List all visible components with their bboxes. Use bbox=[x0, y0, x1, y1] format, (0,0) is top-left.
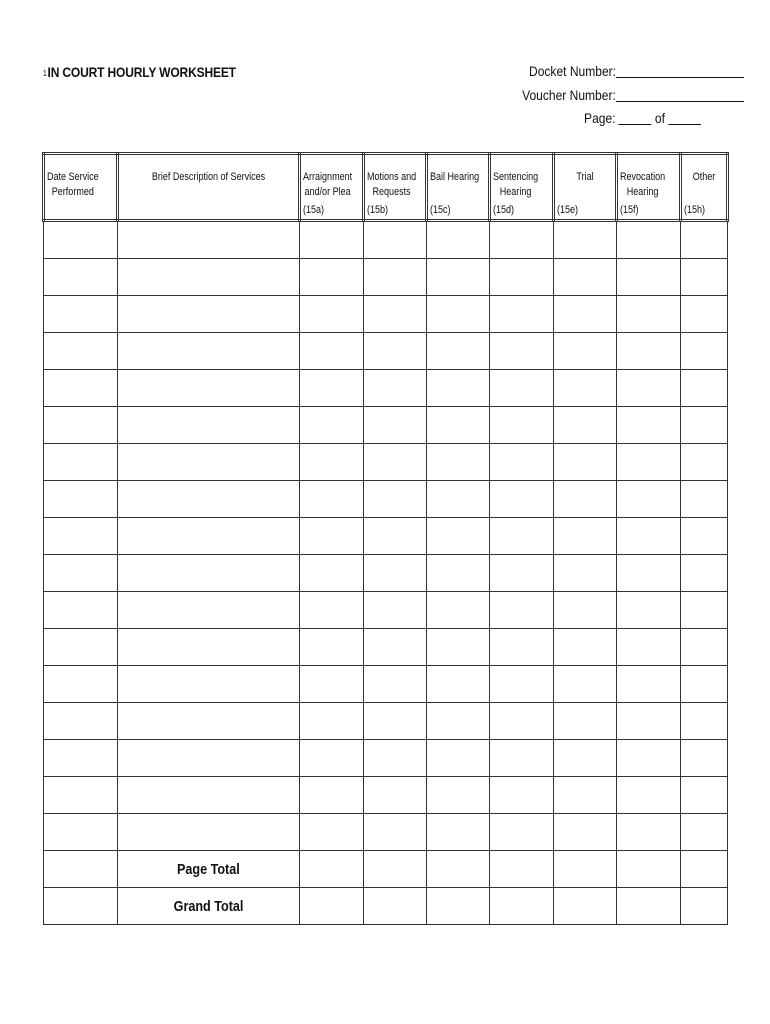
entry-cell[interactable] bbox=[427, 444, 490, 481]
column-header-code: (15d) bbox=[493, 204, 515, 216]
total-label-text: Grand Total bbox=[173, 897, 244, 915]
total-cell[interactable] bbox=[617, 851, 681, 888]
column-header-label bbox=[47, 170, 99, 200]
table-row bbox=[44, 777, 728, 814]
entry-cell[interactable] bbox=[617, 518, 681, 555]
entry-cell[interactable] bbox=[554, 296, 617, 333]
entry-cell[interactable] bbox=[490, 481, 554, 518]
entry-cell[interactable] bbox=[617, 407, 681, 444]
total-cell[interactable] bbox=[554, 888, 617, 925]
entry-cell[interactable] bbox=[617, 221, 681, 259]
entry-cell[interactable] bbox=[364, 518, 427, 555]
table-row bbox=[44, 555, 728, 592]
entry-cell[interactable] bbox=[490, 592, 554, 629]
column-header-3 bbox=[300, 154, 364, 221]
entry-cell[interactable] bbox=[490, 221, 554, 259]
entry-cell[interactable] bbox=[427, 221, 490, 259]
entry-cell[interactable] bbox=[300, 518, 364, 555]
docket-number-label: Docket Number: bbox=[528, 63, 616, 79]
entry-cell[interactable] bbox=[681, 740, 728, 777]
column-header-label-line: Performed bbox=[51, 186, 94, 198]
column-header-label-line: Motions and bbox=[367, 171, 417, 183]
column-header-label bbox=[135, 170, 282, 185]
entry-cell[interactable] bbox=[118, 518, 300, 555]
entry-cell[interactable] bbox=[118, 777, 300, 814]
entry-cell[interactable] bbox=[681, 814, 728, 851]
entry-cell[interactable] bbox=[554, 592, 617, 629]
entry-cell[interactable] bbox=[681, 555, 728, 592]
column-header-code: (15a) bbox=[303, 204, 325, 216]
entry-cell[interactable] bbox=[427, 481, 490, 518]
entry-cell[interactable] bbox=[490, 444, 554, 481]
total-cell[interactable] bbox=[490, 851, 554, 888]
entry-cell[interactable] bbox=[427, 666, 490, 703]
entry-cell[interactable] bbox=[617, 666, 681, 703]
entry-cell[interactable] bbox=[44, 259, 118, 296]
entry-cell[interactable] bbox=[681, 666, 728, 703]
entry-cell[interactable] bbox=[617, 777, 681, 814]
column-header-label-line: Revocation bbox=[620, 171, 666, 183]
entry-cell[interactable] bbox=[300, 629, 364, 666]
table-row bbox=[44, 592, 728, 629]
entry-cell[interactable] bbox=[364, 407, 427, 444]
column-header-8 bbox=[617, 154, 681, 221]
entry-cell[interactable] bbox=[427, 518, 490, 555]
column-header-label-line: Requests bbox=[372, 186, 411, 198]
table-row bbox=[44, 333, 728, 370]
entry-cell[interactable] bbox=[364, 221, 427, 259]
entry-cell[interactable] bbox=[364, 703, 427, 740]
entry-cell[interactable] bbox=[617, 814, 681, 851]
entry-cell[interactable] bbox=[681, 221, 728, 259]
entry-cell[interactable] bbox=[44, 221, 118, 259]
entry-cell[interactable] bbox=[554, 555, 617, 592]
entry-cell[interactable] bbox=[44, 666, 118, 703]
column-header-1 bbox=[44, 154, 118, 221]
entry-cell[interactable] bbox=[427, 703, 490, 740]
entry-cell[interactable] bbox=[118, 703, 300, 740]
page-of-label: of bbox=[654, 110, 665, 126]
entry-cell[interactable] bbox=[118, 592, 300, 629]
entry-cell[interactable] bbox=[617, 333, 681, 370]
entry-cell[interactable] bbox=[617, 481, 681, 518]
entry-cell[interactable] bbox=[617, 592, 681, 629]
entry-cell[interactable] bbox=[681, 444, 728, 481]
table-row bbox=[44, 296, 728, 333]
column-header-code: (15h) bbox=[684, 204, 706, 216]
total-cell[interactable] bbox=[427, 851, 490, 888]
entry-cell[interactable] bbox=[490, 814, 554, 851]
column-header-label bbox=[686, 170, 722, 185]
total-cell[interactable] bbox=[681, 851, 728, 888]
page-total-row bbox=[44, 851, 728, 888]
entry-cell[interactable] bbox=[44, 777, 118, 814]
column-header-5 bbox=[427, 154, 490, 221]
entry-cell[interactable] bbox=[300, 370, 364, 407]
entry-cell[interactable] bbox=[44, 703, 118, 740]
column-header-label-line: Bail Hearing bbox=[430, 171, 480, 183]
entry-cell[interactable] bbox=[427, 592, 490, 629]
column-header-label-line: Trial bbox=[576, 171, 594, 183]
entry-cell[interactable] bbox=[681, 481, 728, 518]
entry-cell[interactable] bbox=[554, 333, 617, 370]
entry-cell[interactable] bbox=[364, 444, 427, 481]
total-cell[interactable] bbox=[554, 851, 617, 888]
page-label: Page: bbox=[584, 110, 616, 126]
entry-cell[interactable] bbox=[300, 221, 364, 259]
total-label-text: Page Total bbox=[177, 860, 240, 878]
entry-cell[interactable] bbox=[300, 740, 364, 777]
entry-cell[interactable] bbox=[364, 259, 427, 296]
entry-cell[interactable] bbox=[44, 407, 118, 444]
table-row bbox=[44, 221, 728, 259]
entry-cell[interactable] bbox=[427, 740, 490, 777]
voucher-number-label: Voucher Number: bbox=[522, 87, 616, 103]
entry-cell[interactable] bbox=[44, 444, 118, 481]
entry-cell[interactable] bbox=[364, 555, 427, 592]
total-cell[interactable] bbox=[617, 888, 681, 925]
total-cell[interactable] bbox=[364, 888, 427, 925]
entry-cell[interactable] bbox=[364, 370, 427, 407]
entry-cell[interactable] bbox=[118, 740, 300, 777]
entry-cell[interactable] bbox=[118, 444, 300, 481]
column-header-label bbox=[493, 170, 538, 200]
entry-cell[interactable] bbox=[554, 777, 617, 814]
entry-cell[interactable] bbox=[427, 333, 490, 370]
column-header-6 bbox=[490, 154, 554, 221]
entry-cell[interactable] bbox=[554, 740, 617, 777]
entry-cell[interactable] bbox=[490, 777, 554, 814]
entry-cell[interactable] bbox=[118, 407, 300, 444]
entry-cell[interactable] bbox=[490, 703, 554, 740]
column-header-label-line: Brief Description of Services bbox=[151, 171, 266, 183]
entry-cell[interactable] bbox=[427, 407, 490, 444]
entry-cell[interactable] bbox=[118, 629, 300, 666]
entry-cell[interactable] bbox=[681, 777, 728, 814]
entry-cell[interactable] bbox=[44, 555, 118, 592]
entry-cell[interactable] bbox=[554, 444, 617, 481]
column-header-row bbox=[44, 154, 728, 221]
column-header-9 bbox=[681, 154, 728, 221]
entry-cell[interactable] bbox=[118, 555, 300, 592]
entry-cell[interactable] bbox=[300, 407, 364, 444]
entry-cell[interactable] bbox=[300, 259, 364, 296]
page-count-blank[interactable] bbox=[668, 110, 701, 125]
entry-cell[interactable] bbox=[681, 370, 728, 407]
entry-cell[interactable] bbox=[364, 333, 427, 370]
entry-cell[interactable] bbox=[681, 259, 728, 296]
table-row bbox=[44, 407, 728, 444]
column-header-code: (15e) bbox=[557, 204, 579, 216]
docket-number-blank[interactable] bbox=[616, 63, 744, 78]
entry-cell[interactable] bbox=[300, 777, 364, 814]
entry-cell[interactable] bbox=[554, 481, 617, 518]
entry-cell[interactable] bbox=[300, 444, 364, 481]
entry-cell[interactable] bbox=[300, 814, 364, 851]
voucher-number-field bbox=[522, 87, 744, 103]
entry-cell[interactable] bbox=[44, 814, 118, 851]
entry-cell[interactable] bbox=[118, 259, 300, 296]
entry-cell[interactable] bbox=[364, 777, 427, 814]
table-row bbox=[44, 666, 728, 703]
entry-cell[interactable] bbox=[300, 555, 364, 592]
entry-cell[interactable] bbox=[554, 703, 617, 740]
entry-cell[interactable] bbox=[300, 703, 364, 740]
entry-cell[interactable] bbox=[300, 481, 364, 518]
total-cell[interactable] bbox=[427, 888, 490, 925]
entry-cell[interactable] bbox=[364, 666, 427, 703]
column-header-label bbox=[303, 170, 352, 200]
hourly-worksheet-table bbox=[42, 152, 729, 925]
column-header-label bbox=[367, 170, 416, 200]
entry-cell[interactable] bbox=[118, 333, 300, 370]
entry-cell[interactable] bbox=[681, 592, 728, 629]
entry-cell[interactable] bbox=[554, 370, 617, 407]
entry-cell[interactable] bbox=[490, 518, 554, 555]
table-row bbox=[44, 370, 728, 407]
entry-cell[interactable] bbox=[681, 296, 728, 333]
entry-cell[interactable] bbox=[427, 296, 490, 333]
total-cell[interactable] bbox=[490, 888, 554, 925]
entry-cell[interactable] bbox=[44, 740, 118, 777]
entry-cell[interactable] bbox=[118, 221, 300, 259]
entry-cell[interactable] bbox=[490, 296, 554, 333]
entry-cell[interactable] bbox=[300, 333, 364, 370]
column-header-label bbox=[560, 170, 609, 185]
entry-cell[interactable] bbox=[490, 407, 554, 444]
column-header-code: (15c) bbox=[430, 204, 451, 216]
entry-cell[interactable] bbox=[554, 629, 617, 666]
entry-cell[interactable] bbox=[490, 333, 554, 370]
title-text: IN COURT HOURLY WORKSHEET bbox=[47, 64, 236, 80]
entry-cell[interactable] bbox=[490, 629, 554, 666]
total-cell[interactable] bbox=[300, 851, 364, 888]
entry-cell[interactable] bbox=[364, 481, 427, 518]
entry-cell[interactable] bbox=[490, 370, 554, 407]
total-cell[interactable] bbox=[300, 888, 364, 925]
entry-cell[interactable] bbox=[554, 407, 617, 444]
entry-cell[interactable] bbox=[300, 666, 364, 703]
entry-cell[interactable] bbox=[427, 814, 490, 851]
entry-cell[interactable] bbox=[44, 592, 118, 629]
table-row bbox=[44, 703, 728, 740]
entry-cell[interactable] bbox=[617, 259, 681, 296]
entry-cell[interactable] bbox=[617, 740, 681, 777]
entry-cell[interactable] bbox=[617, 444, 681, 481]
entry-cell[interactable] bbox=[44, 481, 118, 518]
column-header-2 bbox=[118, 154, 300, 221]
entry-cell[interactable] bbox=[118, 370, 300, 407]
footnote-marker: 1 bbox=[43, 69, 47, 78]
entry-cell[interactable] bbox=[300, 296, 364, 333]
page-number-field bbox=[584, 110, 701, 126]
entry-cell[interactable] bbox=[681, 407, 728, 444]
column-header-label bbox=[620, 170, 665, 200]
entry-cell[interactable] bbox=[44, 370, 118, 407]
column-header-label-line: Hearing bbox=[499, 186, 532, 198]
entry-cell[interactable] bbox=[681, 703, 728, 740]
entry-cell[interactable] bbox=[364, 296, 427, 333]
column-header-label-line: and/or Plea bbox=[304, 186, 351, 198]
entry-cell[interactable] bbox=[427, 555, 490, 592]
entry-cell[interactable] bbox=[44, 629, 118, 666]
column-header-label-line: Arraignment bbox=[303, 171, 353, 183]
entry-cell[interactable] bbox=[554, 518, 617, 555]
entry-cell[interactable] bbox=[118, 481, 300, 518]
entry-cell[interactable] bbox=[427, 777, 490, 814]
entry-cell[interactable] bbox=[617, 703, 681, 740]
table-row bbox=[44, 629, 728, 666]
total-cell[interactable] bbox=[681, 888, 728, 925]
column-header-label bbox=[430, 170, 479, 185]
entry-cell[interactable] bbox=[681, 518, 728, 555]
entry-cell[interactable] bbox=[617, 555, 681, 592]
voucher-number-blank[interactable] bbox=[616, 87, 744, 102]
total-cell[interactable] bbox=[364, 851, 427, 888]
entry-cell[interactable] bbox=[364, 740, 427, 777]
entry-cell[interactable] bbox=[44, 518, 118, 555]
entry-cell[interactable] bbox=[617, 370, 681, 407]
entry-cell[interactable] bbox=[617, 629, 681, 666]
entry-cell[interactable] bbox=[118, 296, 300, 333]
table-row bbox=[44, 259, 728, 296]
table-row bbox=[44, 740, 728, 777]
entry-cell[interactable] bbox=[681, 629, 728, 666]
table-row bbox=[44, 518, 728, 555]
entry-cell[interactable] bbox=[490, 666, 554, 703]
entry-cell[interactable] bbox=[554, 666, 617, 703]
entry-cell[interactable] bbox=[300, 592, 364, 629]
entry-cell[interactable] bbox=[364, 592, 427, 629]
column-header-4 bbox=[364, 154, 427, 221]
table-row bbox=[44, 444, 728, 481]
entry-cell[interactable] bbox=[681, 333, 728, 370]
total-cell[interactable] bbox=[44, 888, 118, 925]
table-row bbox=[44, 481, 728, 518]
entry-cell[interactable] bbox=[364, 629, 427, 666]
entry-cell[interactable] bbox=[554, 259, 617, 296]
entry-cell[interactable] bbox=[44, 333, 118, 370]
entry-cell[interactable] bbox=[364, 814, 427, 851]
entry-cell[interactable] bbox=[490, 740, 554, 777]
entry-cell[interactable] bbox=[554, 814, 617, 851]
worksheet-body bbox=[44, 221, 728, 925]
entry-cell[interactable] bbox=[427, 259, 490, 296]
entry-cell[interactable] bbox=[490, 555, 554, 592]
grand-total-row bbox=[44, 888, 728, 925]
entry-cell[interactable] bbox=[118, 814, 300, 851]
entry-cell[interactable] bbox=[554, 221, 617, 259]
column-header-code: (15b) bbox=[367, 204, 389, 216]
entry-cell[interactable] bbox=[427, 629, 490, 666]
column-header-label-line: Other bbox=[692, 171, 716, 183]
column-header-label-line: Date Service bbox=[47, 171, 99, 183]
entry-cell[interactable] bbox=[118, 666, 300, 703]
column-header-label-line: Hearing bbox=[626, 186, 659, 198]
column-header-7 bbox=[554, 154, 617, 221]
entry-cell[interactable] bbox=[617, 296, 681, 333]
entry-cell[interactable] bbox=[490, 259, 554, 296]
column-header-code: (15f) bbox=[620, 204, 639, 216]
table-row bbox=[44, 814, 728, 851]
docket-number-field bbox=[529, 63, 744, 79]
entry-cell[interactable] bbox=[427, 370, 490, 407]
page-number-blank[interactable] bbox=[619, 110, 652, 125]
grand-total-label bbox=[118, 888, 300, 925]
entry-cell[interactable] bbox=[44, 296, 118, 333]
worksheet-title bbox=[43, 64, 236, 80]
total-cell[interactable] bbox=[44, 851, 118, 888]
page-total-label bbox=[118, 851, 300, 888]
column-header-label-line: Sentencing bbox=[493, 171, 539, 183]
